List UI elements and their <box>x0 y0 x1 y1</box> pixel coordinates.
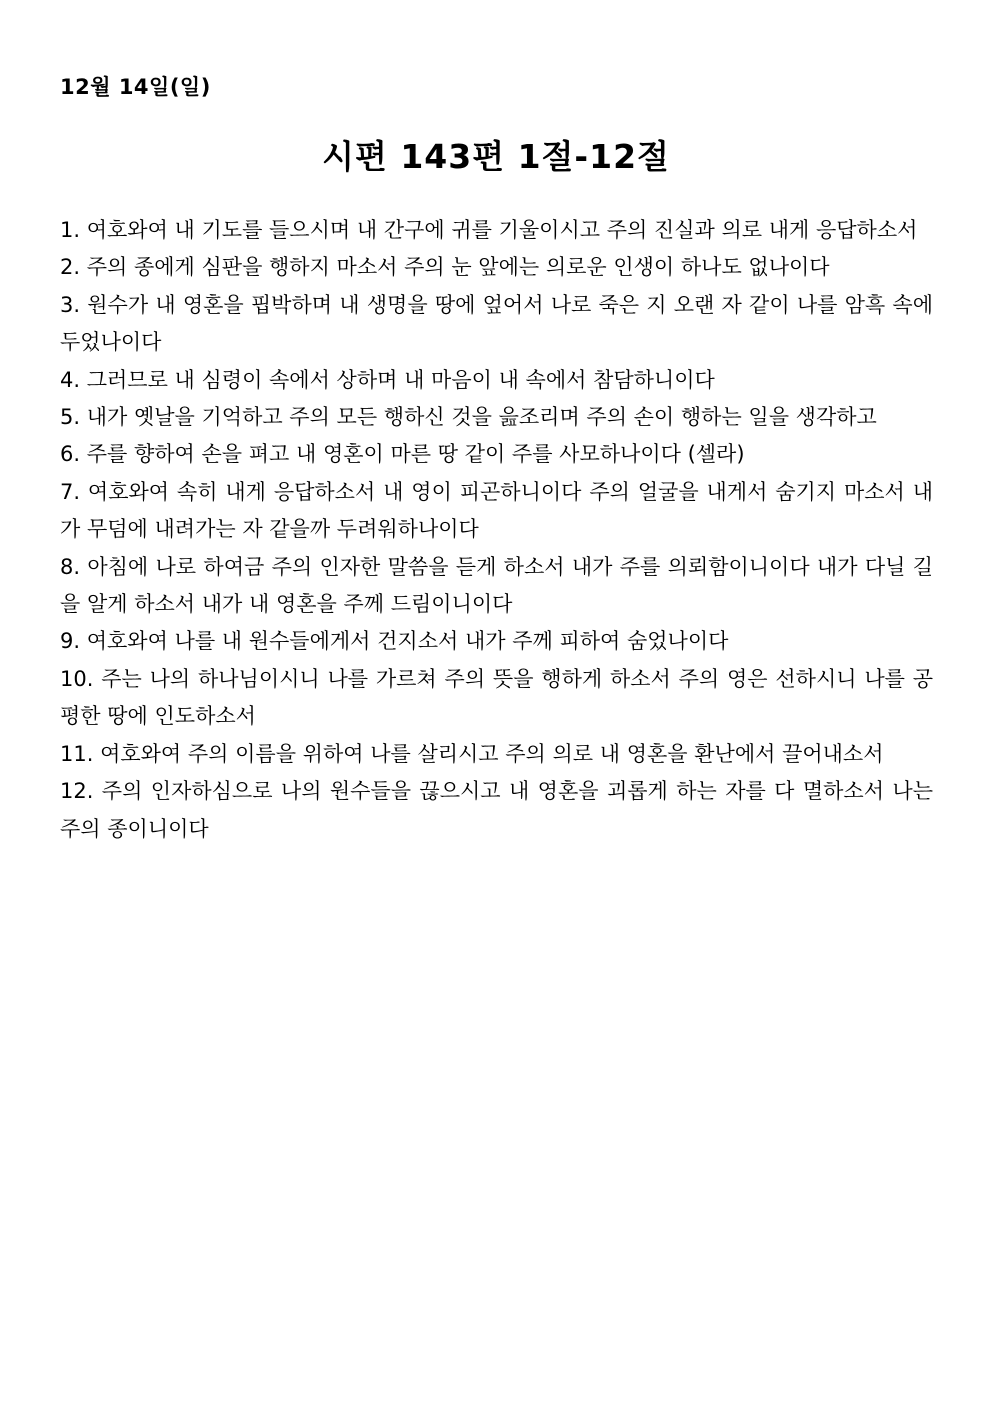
page-title: 시편 143편 1절-12절 <box>322 137 670 176</box>
verse-list <box>60 212 933 848</box>
verse-4: 4. 그러므로 내 심령이 속에서 상하며 내 마음이 내 속에서 참담하니이다 <box>60 367 715 392</box>
verse-9: 9. 여호와여 나를 내 원수들에게서 건지소서 내가 주께 피하여 숨었나이다 <box>60 629 729 654</box>
verse-2: 2. 주의 종에게 심판을 행하지 마소서 주의 눈 앞에는 의로운 인생이 하나도 없나이다 <box>60 255 830 280</box>
verse-3: 3. 원수가 내 영혼을 핍박하며 내 생명을 땅에 엎어서 나로 죽은 지 오랜 자 같이 나를 암흑 속에 두었나이다 <box>60 292 933 355</box>
verse-8: 8. 아침에 나로 하여금 주의 인자한 말씀을 듣게 하소서 내가 주를 의뢰함이니이다 내가 다닐 길을 알게 하소서 내가 내 영혼을 주께 드림이니이다 <box>60 554 933 617</box>
verse-5: 5. 내가 옛날을 기억하고 주의 모든 행하신 것을 읊조리며 주의 손이 행하는 일을 생각하고 <box>60 405 877 430</box>
verse-12: 12. 주의 인자하심으로 나의 원수들을 끊으시고 내 영혼을 괴롭게 하는 자를 다 멸하소서 나는 주의 종이니이다 <box>60 779 933 841</box>
date-heading: 12월 14일(일) <box>60 75 211 99</box>
verse-11: 11. 여호와여 주의 이름을 위하여 나를 살리시고 주의 의로 내 영혼을 환난에서 끌어내소서 <box>60 741 884 766</box>
verse-6: 6. 주를 향하여 손을 펴고 내 영혼이 마른 땅 같이 주를 사모하나이다 (셀라) <box>60 442 745 467</box>
verse-7: 7. 여호와여 속히 내게 응답하소서 내 영이 피곤하니이다 주의 얼굴을 내게서 숨기지 마소서 내가 무덤에 내려가는 자 같을까 두려워하나이다 <box>60 479 933 542</box>
verse-10: 10. 주는 나의 하나님이시니 나를 가르쳐 주의 뜻을 행하게 하소서 주의 영은 선하시니 나를 공평한 땅에 인도하소서 <box>60 666 933 729</box>
verse-1: 1. 여호와여 내 기도를 들으시며 내 간구에 귀를 기울이시고 주의 진실과 의로 내게 응답하소서 <box>60 218 918 242</box>
